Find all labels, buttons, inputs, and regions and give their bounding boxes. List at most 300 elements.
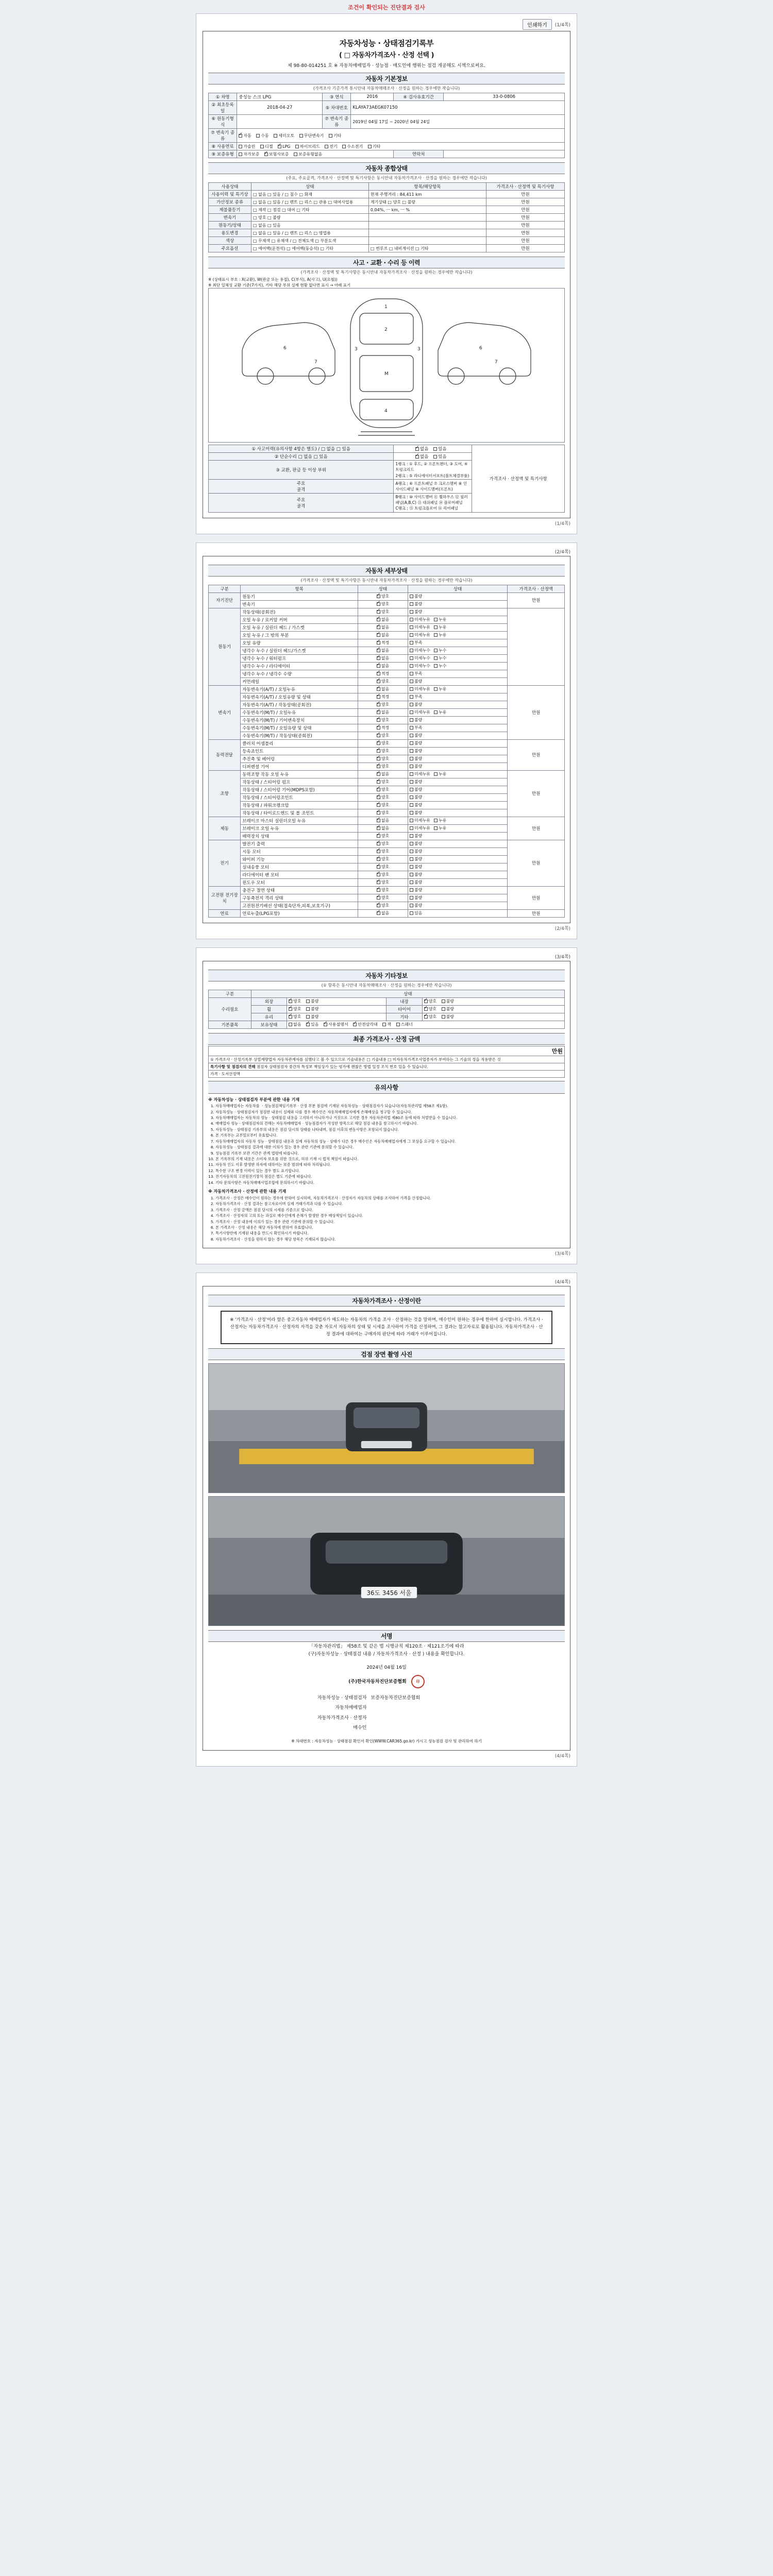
detail-state-primary[interactable]: ✓ 양호 (358, 840, 408, 848)
opt-wheel-bad[interactable]: 불량 (306, 1006, 318, 1012)
opt-transmission-auto[interactable]: ✓자동 (239, 133, 251, 139)
detail-state-primary[interactable]: ✓ 양호 (358, 871, 408, 878)
notice-item: 3. 가격조사 · 산정 금액은 점검 당시의 시세를 기준으로 합니다. (215, 1208, 565, 1213)
opts-wheel (287, 1005, 386, 1013)
detail-state-primary[interactable]: ✓ 적정 (358, 693, 408, 701)
detail-state-secondary[interactable]: 불량 (408, 855, 507, 863)
detail-item: 오일 누유 / 로커암 커버 (241, 616, 358, 623)
sign-label-dealer: 자동차매매업자 (335, 1705, 367, 1711)
label-contact: 연락처 (394, 150, 444, 158)
row-note: 만원 (486, 237, 564, 245)
opt-fuel-etc[interactable]: 기타 (368, 144, 380, 149)
detail-state-secondary[interactable]: 불량 (408, 840, 507, 848)
notice-item: 13. 전기자동차의 고전원전기장치 점검은 별도 기준에 따릅니다. (215, 1174, 565, 1179)
detail-state-secondary[interactable]: 미세누유 누유 (408, 770, 507, 778)
document-body-4 (203, 1286, 570, 1751)
legend-frame-a: A랭크 : ⑥ 프론트패널 ⑦ 크로스멤버 ⑧ 인사이드패널 ⑨ 사이드멤버(프론트) (394, 479, 472, 493)
row-note: 만원 (486, 229, 564, 237)
detail-item: 등속죠인트 (241, 747, 358, 755)
row-state: □ 제작 □ 점검 □ 대여 □ 기타 (251, 206, 368, 214)
detail-state-secondary[interactable]: 불량 (408, 608, 507, 616)
inspector-opinion (209, 1063, 565, 1070)
row-label: 용도변경 (209, 229, 251, 237)
detail-state-primary[interactable]: ✓ 양호 (358, 677, 408, 685)
detail-state-secondary[interactable]: 불량 (408, 809, 507, 817)
row-items (368, 229, 486, 237)
col-state-b: 상태 (408, 585, 507, 592)
notice-list-2 (215, 1196, 565, 1243)
detail-state-primary[interactable]: ✓ 없음 (358, 654, 408, 662)
price-definition-box: ※ '가격조사 · 산정'이라 함은 중고자동차 매매업자가 매도하는 자동차의 가격을 조사 · 산정하는 것을 말하며, 매수인이 원하는 경우에 한하여 실시합니다. 가격조사 · 산정자는 자동차가격조사 · 산정자의 자격을 갖춘 자로서 자동차의 상태 및 시세를 조사하여 가격을 산정하며, 그 결과는 참고자료로 활용됩니다. 자동차가격조사 · 산정 결과에 대하여는 구매자의 판단에 따라 거래가 이루어집니다. (221, 1311, 552, 1344)
detail-state-secondary[interactable]: 미세누유 누유 (408, 824, 507, 832)
detail-state-primary[interactable]: ✓ 없음 (358, 708, 408, 716)
opt-glass-good[interactable]: ✓ 양호 (289, 1014, 301, 1020)
detail-state-primary[interactable]: ✓ 없음 (358, 770, 408, 778)
sub-label-interior: 내장 (386, 997, 422, 1005)
accident-q1-label: ① 사고이력(유의사항 4항은 별도) / □ 없음 □ 있음 (209, 445, 394, 453)
detail-state-secondary[interactable]: 불량 (408, 739, 507, 747)
detail-category: 연료 (209, 909, 241, 917)
opt-etc-bad[interactable]: 불량 (442, 1014, 454, 1020)
detail-item: 원동기 (241, 592, 358, 600)
detail-state-primary[interactable]: ✓ 적정 (358, 724, 408, 732)
detail-state-secondary[interactable]: 불량 (408, 878, 507, 886)
row-note: 만원 (486, 245, 564, 252)
detail-state-primary[interactable]: ✓ 양호 (358, 894, 408, 902)
detail-state-secondary[interactable]: 불량 (408, 778, 507, 786)
inspector-opinion-text: 점검자 상태점검자 중간차 특성보 책임상가 있는 평가에 괜찮은 방법 일정 조치 번호 있을 수 있습니다. (256, 1064, 428, 1069)
notice-item: 10. 본 기록부의 기재 내용은 소비자 보호를 위한 것으로, 허위 기재 시 법적 책임이 따릅니다. (215, 1157, 565, 1162)
opt-fuel-hybrid[interactable]: 하이브리드 (295, 144, 320, 149)
section-detail-title: 자동차 세부상태 (208, 565, 565, 577)
detail-state-secondary[interactable]: 부족 (408, 639, 507, 647)
sign-label-appraiser: 자동차가격조사 · 산정자 (317, 1715, 367, 1721)
detail-state-secondary[interactable]: 부족 (408, 670, 507, 677)
detail-state-secondary[interactable]: 미세누수 누수 (408, 662, 507, 670)
sign-value-appraiser (368, 1714, 565, 1723)
detail-item: 시동 모터 (241, 848, 358, 855)
detail-price-note: 만원 (508, 840, 565, 886)
opt-items-triangle[interactable]: ✓ 안전삼각대 (353, 1022, 378, 1027)
detail-item: 동력조향 작동 오일 누유 (241, 770, 358, 778)
table-row (209, 245, 565, 252)
detail-state-secondary[interactable]: 불량 (408, 848, 507, 855)
svg-text:7: 7 (495, 360, 498, 365)
print-row (203, 19, 570, 30)
detail-price-note: 만원 (508, 685, 565, 739)
detail-state-primary[interactable]: ✓ 양호 (358, 832, 408, 840)
value-car-name: 중성능 스크 LPG (237, 93, 323, 101)
notice-item: 5. 자동차성능 · 상태점검 기록부의 내용은 점검 당시의 상태를 나타내며, 점검 이후의 변동사항은 포함되지 않습니다. (215, 1127, 565, 1132)
section-other-title: 자동차 기타정보 (208, 970, 565, 981)
table-row (208, 1714, 565, 1723)
sign-value-dealer (368, 1703, 565, 1713)
detail-state-secondary[interactable]: 불량 (408, 592, 507, 600)
opt-interior-bad[interactable]: 불량 (442, 998, 454, 1004)
section-other-note: (① 항목은 동시안내 자동차매매조사 · 산정을 원하는 경우에만 작습니다) (321, 982, 452, 988)
opt-exterior-bad[interactable]: 불량 (306, 998, 318, 1004)
print-button[interactable]: 인쇄하기 (523, 19, 552, 30)
detail-category: 동력전달 (209, 739, 241, 770)
col-other-label: 구분 (209, 990, 251, 997)
detail-category: 제동 (209, 817, 241, 840)
detail-item: 냉각수 누수 / 워터펌프 (241, 654, 358, 662)
opt-items-none[interactable]: 없음 (289, 1022, 301, 1027)
notice-item: 5. 가격조사 · 산정 내용에 이의가 있는 경우 관련 기관에 문의할 수 있습니다. (215, 1219, 565, 1225)
company-stamp-icon: 印 (411, 1675, 425, 1688)
detail-item: 냉각수 누수 / 라디에이터 (241, 662, 358, 670)
table-row (208, 1703, 565, 1713)
overall-state-table (208, 182, 565, 252)
notice-item: 3. 자동차매매업자는 자동차의 성능 · 상태점검 내용을 고지하지 아니하거나 거짓으로 고지한 경우 자동차관리법 제80조 등에 따라 처벌받을 수 있습니다. (215, 1115, 565, 1121)
detail-state-primary[interactable]: ✓ 적정 (358, 670, 408, 677)
opt-tire-bad[interactable]: 불량 (442, 1006, 454, 1012)
value-engine-type (237, 115, 323, 129)
notice-item: 4. 매매업자 성능 · 상태점검자의 견해는 자동차매매업자 · 성능점검자가 작성한 항목으로 해당 점검 내용을 참고하시기 바랍니다. (215, 1121, 565, 1126)
detail-price-note: 만원 (508, 817, 565, 840)
detail-state-primary[interactable]: ✓ 없음 (358, 623, 408, 631)
page-footer-1: (1/4쪽) (554, 521, 570, 527)
section-price-definition-title: 자동차가격조사 · 산정이란 (208, 1295, 565, 1307)
car-diagram (208, 288, 565, 443)
detail-state-primary[interactable]: ✓ 적정 (358, 639, 408, 647)
detail-state-secondary[interactable]: 불량 (408, 732, 507, 739)
detail-state-secondary[interactable]: 미세누유 누유 (408, 616, 507, 623)
detail-item: 추진축 및 베어링 (241, 755, 358, 762)
table-row (208, 1693, 565, 1703)
detail-item: 오일 유량 (241, 639, 358, 647)
opt-fuel-hydrogen[interactable]: 수소전기 (342, 144, 363, 149)
row-state: □ 없음 □ 있음 / □ 렌트 □ 리스 □ 영업용 (251, 229, 368, 237)
detail-state-primary[interactable]: ✓ 양호 (358, 716, 408, 724)
opt-transmission-etc[interactable]: 기타 (329, 133, 341, 139)
detail-price-note: 만원 (508, 770, 565, 817)
row-items (368, 214, 486, 222)
opt-warranty-insurer[interactable]: ✓ 보험사보증 (264, 151, 289, 157)
table-row (209, 608, 565, 616)
opt-transmission-manual[interactable]: 수동 (256, 133, 268, 139)
document-body-3 (203, 961, 570, 1249)
print-row-2 (203, 548, 570, 555)
detail-item: 충전구 절연 상태 (241, 886, 358, 894)
detail-state-secondary[interactable]: 불량 (408, 793, 507, 801)
sub-label-tire: 타이어 (386, 1005, 422, 1013)
value-inspection-valid: 33-0-0806 (444, 93, 565, 101)
page-footer-4: (4/4쪽) (554, 1753, 570, 1759)
detail-state-secondary[interactable]: 불량 (408, 755, 507, 762)
notice-item: 8. 자동차가격조사 · 산정을 원하지 않는 경우 해당 항목은 기재되지 않습니다. (215, 1237, 565, 1242)
opt-interior-good[interactable]: ✓ 양호 (424, 998, 436, 1004)
value-transmission-options (237, 129, 565, 143)
section-overall-note: (주요, 주요골격, 가격조사 · 산정액 및 특기사항은 동시안내 자동차가격조사 · 산정을 원하는 경우에만 작습니다) (286, 176, 487, 180)
detail-state-secondary[interactable]: 불량 (408, 786, 507, 793)
signature-law-line-2: (구)자동차성능 · 상태점검 내용 / 자동차가격조사 · 산정 ) 내용을 확인합니다. (308, 1652, 465, 1657)
opts-etc (422, 1013, 564, 1021)
detail-item: 오일 누유 / 실린더 헤드 / 가스켓 (241, 623, 358, 631)
opt-fuel-electric[interactable]: 전기 (325, 144, 337, 149)
detail-state-primary[interactable]: ✓ 양호 (358, 848, 408, 855)
label-transmission-type: ⑦ 변속기 종류 (209, 129, 237, 143)
detail-item: 작동상태 / 스티어링조인트 (241, 793, 358, 801)
detail-state-secondary[interactable]: 미세누유 누유 (408, 817, 507, 824)
detail-state-primary[interactable]: ✓ 양호 (358, 863, 408, 871)
opt-warranty-none[interactable]: 보증유형없음 (294, 151, 322, 157)
detail-category: 원동기 (209, 608, 241, 685)
detail-state-primary[interactable]: ✓ 없음 (358, 647, 408, 654)
detail-state-secondary[interactable]: 미세누유 누유 (408, 685, 507, 693)
accident-price-note: 가격조사 · 산정액 및 특기사항 (472, 445, 565, 513)
notice-section-1-title: ※ 자동차성능 · 상태점검자 부분에 관한 내용 기재 (208, 1097, 300, 1102)
row-state: □ 없음 □ 있음 (251, 222, 368, 229)
detail-item: 냉각수 누수 / 실린더 헤드/가스켓 (241, 647, 358, 654)
opt-warranty-self[interactable]: 자가보증 (239, 151, 259, 157)
detail-state-primary[interactable]: ✓ 양호 (358, 600, 408, 608)
col-state-a: 상태 (358, 585, 408, 592)
detail-state-primary[interactable]: ✓ 양호 (358, 762, 408, 770)
detail-state-secondary[interactable]: 불량 (408, 871, 507, 878)
detail-state-secondary[interactable]: 불량 (408, 716, 507, 724)
page-footer-2: (2/4쪽) (554, 926, 570, 931)
detail-state-secondary[interactable]: 불량 (408, 600, 507, 608)
table-row (209, 770, 565, 778)
detail-state-primary[interactable]: ✓ 양호 (358, 855, 408, 863)
basic-info-table (208, 93, 565, 158)
detail-item: 고전원전기배선 상태(접속단자,피복,보호기구) (241, 902, 358, 909)
opt-accident-yes[interactable]: 있음 (433, 446, 446, 452)
detail-state-secondary[interactable]: 미세누유 누유 (408, 631, 507, 639)
table-row (208, 1723, 565, 1733)
detail-state-primary[interactable]: ✓ 양호 (358, 592, 408, 600)
row-state: □ 없음 □ 있음 / □ 렌트 □ 리스 □ 관용 □ 대여사업용 (251, 198, 368, 206)
detail-item: 라디에이터 팬 모터 (241, 871, 358, 878)
label-engine-type: ⑥ 원동기형식 (209, 115, 237, 129)
detail-state-secondary[interactable]: 미세누수 누수 (408, 647, 507, 654)
detail-state-primary[interactable]: ✓ 양호 (358, 778, 408, 786)
document-number-line: 제 98-80-014251 호 ※ 자동차매매업자 · 성능점 · 매도인에 행위는 점검 개공해도 시책으로써요. (288, 63, 485, 69)
detail-item: 수동변속기(M/T) / 기어변속장치 (241, 716, 358, 724)
value-warranty-options (237, 150, 394, 158)
accident-q1-options (394, 445, 472, 453)
row-note: 만원 (486, 191, 564, 198)
opt-items-yes[interactable]: ✓ 있음 (306, 1022, 318, 1027)
detail-state-primary[interactable]: ✓ 양호 (358, 739, 408, 747)
table-row (209, 886, 565, 894)
detail-category: 변속기 (209, 685, 241, 739)
opt-wheel-good[interactable]: ✓ 양호 (289, 1006, 301, 1012)
opt-items-jack[interactable]: 잭 (382, 1022, 391, 1027)
svg-text:1: 1 (384, 304, 388, 310)
accident-bullet-2: ※ 최단 일체성 교환 기준(7가지), 기타 해당 부위 실제 현황 없다면 표시 → 아래 표기 (208, 283, 351, 287)
opt-transmission-semi[interactable]: 세미오토 (274, 133, 294, 139)
detail-state-primary[interactable]: ✓ 없음 (358, 631, 408, 639)
detail-item: 작동상태 / 파워크랭크암 (241, 801, 358, 809)
detail-state-secondary[interactable]: 불량 (408, 886, 507, 894)
detail-state-secondary[interactable]: 불량 (408, 747, 507, 755)
detail-category: 전기 (209, 840, 241, 886)
detail-state-primary[interactable]: ✓ 없음 (358, 909, 408, 917)
opt-fuel-diesel[interactable]: 디젤 (260, 144, 273, 149)
detail-state-secondary[interactable]: 불량 (408, 701, 507, 708)
row-items (368, 222, 486, 229)
label-transmission: ⑦ 변속기 종류 (323, 115, 351, 129)
detail-state-primary[interactable]: ✓ 없음 (358, 616, 408, 623)
row-label: 변속기 (209, 214, 251, 222)
detail-state-primary[interactable]: ✓ 양호 (358, 755, 408, 762)
section-overall-title: 자동차 종합상태 (208, 162, 565, 174)
detail-state-secondary[interactable]: 불량 (408, 832, 507, 840)
notice-item: 9. 성능점검 기록부 보관 기간은 관계 법령에 따릅니다. (215, 1151, 565, 1156)
value-inspection-period: 2019년 04월 17일 ~ 2020년 04월 24일 (351, 115, 565, 129)
detail-item: 자동변속기(A/T) / 오일유량 및 상태 (241, 693, 358, 701)
detail-state-primary[interactable]: ✓ 없음 (358, 824, 408, 832)
section-photos-title: 검점 장면 촬영 사진 (208, 1348, 565, 1360)
detail-state-secondary[interactable]: 불량 (408, 902, 507, 909)
table-row (209, 198, 565, 206)
value-vin: KLAYA73AEGK07150 (351, 101, 565, 115)
detail-item: 실내송풍 모터 (241, 863, 358, 871)
detail-state-primary[interactable]: ✓ 양호 (358, 608, 408, 616)
inspection-photo-1 (209, 1364, 564, 1493)
col-state: 상태 (251, 183, 368, 191)
detail-state-primary[interactable]: ✓ 양호 (358, 793, 408, 801)
detail-state-primary[interactable]: ✓ 양호 (358, 732, 408, 739)
detail-item: 클러치 어셈블리 (241, 739, 358, 747)
accident-q2-options (394, 453, 472, 461)
opt-simple-none[interactable]: ✓ 없음 (415, 453, 428, 460)
notice-item: 2. 자동차성능 · 상태점검자가 점검한 내용이 실제와 다를 경우 매수인은 자동차매매업자에게 손해배상을 청구할 수 있습니다. (215, 1110, 565, 1115)
notice-item: 7. 특기사항란에 기재된 내용을 반드시 확인하시기 바랍니다. (215, 1231, 565, 1236)
col-item: 항목 (241, 585, 358, 592)
sub-label-etc: 기타 (386, 1013, 422, 1021)
detail-state-secondary[interactable]: 불량 (408, 894, 507, 902)
opt-items-spanner[interactable]: 스패너 (396, 1022, 413, 1027)
label-basic-items: 기본품목 (209, 1021, 251, 1028)
detail-state-primary[interactable]: ✓ 양호 (358, 878, 408, 886)
opt-exterior-good[interactable]: ✓ 양호 (289, 998, 301, 1004)
detail-state-secondary[interactable]: 미세누유 누유 (408, 623, 507, 631)
opt-fuel-lpg[interactable]: ✓ LPG (278, 144, 290, 149)
legend-frame-label: 주요 골격 (209, 479, 394, 493)
detail-state-secondary[interactable]: 있음 (408, 909, 507, 917)
signature-date: 2024년 04월 16일 (366, 1665, 407, 1670)
detail-item: 수동변속기(M/T) / 오일누유 (241, 708, 358, 716)
svg-text:7: 7 (314, 360, 317, 365)
accident-q2-label: ② 단순수리 □ 없음 □ 있음 (209, 453, 394, 461)
opt-simple-yes[interactable]: 있음 (433, 453, 446, 460)
car-diagram-svg (222, 289, 551, 441)
row-note: 만원 (486, 222, 564, 229)
detail-state-secondary[interactable]: 미세누수 누수 (408, 654, 507, 662)
detail-state-primary[interactable]: ✓ 양호 (358, 701, 408, 708)
row-label: 원동기/상태 (209, 222, 251, 229)
detail-state-secondary[interactable]: 부족 (408, 724, 507, 732)
detail-item: 브레이크 오일 누유 (241, 824, 358, 832)
detail-state-primary[interactable]: ✓ 없음 (358, 662, 408, 670)
detail-item: 변속기 (241, 600, 358, 608)
row-items (368, 237, 486, 245)
opts-glass (287, 1013, 386, 1021)
detail-state-primary[interactable]: ✓ 양호 (358, 809, 408, 817)
notice-item: 14. 기타 문의사항은 자동차매매사업조합에 문의하시기 바랍니다. (215, 1180, 565, 1185)
detail-state-secondary[interactable]: 부족 (408, 693, 507, 701)
notice-item: 4. 가격조사 · 산정자의 고의 또는 과실로 매수인에게 손해가 발생한 경우 배상책임이 있습니다. (215, 1213, 565, 1218)
detail-state-secondary[interactable]: 불량 (408, 863, 507, 871)
sub-label-wheel: 휠 (251, 1005, 287, 1013)
page-footer-3: (3/4쪽) (554, 1251, 570, 1257)
value-year: 2016 (351, 93, 394, 101)
label-year: ③ 연식 (323, 93, 351, 101)
detail-state-secondary[interactable]: 미세누유 누유 (408, 708, 507, 716)
svg-text:6: 6 (283, 346, 287, 351)
opts-exterior (287, 997, 386, 1005)
svg-text:M: M (384, 371, 389, 377)
section-basic-info-note: (가격조사 기준가격 통시안내 자동차매매조사 · 산정을 원하는 경우에만 작습니다) (313, 86, 460, 91)
notice-item: 2. 자동차가격조사 · 산정 결과는 참고자료이며 실제 거래가격과 다를 수 있습니다. (215, 1201, 565, 1207)
opt-items-manual[interactable]: ✓ 사용설명서 (324, 1022, 348, 1027)
opts-tire (422, 1005, 564, 1013)
svg-text:6: 6 (479, 346, 482, 351)
detail-state-secondary[interactable]: 불량 (408, 677, 507, 685)
detail-state-primary[interactable]: ✓ 없음 (358, 685, 408, 693)
opt-etc-good[interactable]: ✓ 양호 (424, 1014, 436, 1020)
detail-state-primary[interactable]: ✓ 양호 (358, 747, 408, 755)
detail-state-primary[interactable]: ✓ 없음 (358, 817, 408, 824)
sign-value-inspector: 보증자동차진단보증협회 (371, 1695, 421, 1701)
label-car-name: ① 차명 (209, 93, 237, 101)
print-row-4 (203, 1278, 570, 1285)
notice-title: 유의사항 (208, 1081, 565, 1094)
table-row (209, 592, 565, 600)
section-accident-note: (가격조사 · 산정액 및 특기사항은 동시안내 자동차가격조사 · 산정을 원하는 경우에만 작습니다) (300, 270, 473, 275)
notice-item: 1. 가격조사 · 산정은 매수인이 원하는 경우에 한하여 실시하며, 자동차가격조사 · 산정자가 자동차의 상태를 조사하여 가격을 산정합니다. (215, 1196, 565, 1201)
sign-value-buyer (368, 1723, 565, 1733)
detail-state-primary[interactable]: ✓ 양호 (358, 886, 408, 894)
opt-accident-none[interactable]: ✓ 없음 (415, 446, 428, 452)
detail-item: 자동변속기(A/T) / 오일누유 (241, 685, 358, 693)
label-warranty: ⑨ 보증유형 (209, 150, 237, 158)
opt-fuel-gasoline[interactable]: 가솔린 (239, 144, 255, 149)
legend-outer-panel: 1랭크 : ① 후드, ② 프론트펜더, ③ 도어, ④ 트렁크리드 2랭크 : ⑤ 라디에이터서포트(볼트체결부품) (394, 461, 472, 480)
detail-state-secondary[interactable]: 불량 (408, 762, 507, 770)
notice-body (208, 1097, 565, 1243)
opt-glass-bad[interactable]: 불량 (306, 1014, 318, 1020)
table-row (209, 909, 565, 917)
row-note: 만원 (486, 214, 564, 222)
detail-state-secondary[interactable]: 불량 (408, 801, 507, 809)
detail-item: 구동축전지 격리 상태 (241, 894, 358, 902)
opt-transmission-cvt[interactable]: 무단변속기 (299, 133, 324, 139)
detail-item: 수동변속기(M/T) / 오일유량 및 상태 (241, 724, 358, 732)
sign-label-buyer: 매수인 (353, 1725, 367, 1731)
row-label: 제불품등기 (209, 206, 251, 214)
table-row (209, 1021, 565, 1028)
svg-text:2: 2 (384, 327, 388, 332)
detail-state-primary[interactable]: ✓ 양호 (358, 786, 408, 793)
page-indicator-1: (1/4쪽) (554, 23, 570, 28)
sheet-page-3 (196, 947, 577, 1265)
value-contact (444, 150, 565, 158)
detail-state-primary[interactable]: ✓ 양호 (358, 801, 408, 809)
table-row (209, 222, 565, 229)
table-row (209, 206, 565, 214)
opt-tire-good[interactable]: ✓ 양호 (424, 1006, 436, 1012)
row-state: □ 없음 □ 있음 / □ 침수 □ 화재 (251, 191, 368, 198)
detail-category: 자기진단 (209, 592, 241, 608)
detail-item: 와이퍼 기능 (241, 855, 358, 863)
row-label: 색상 (209, 237, 251, 245)
col-price-note: 가격조사 · 산정액 및 특기사항 (486, 183, 564, 191)
detail-state-primary[interactable]: ✓ 양호 (358, 902, 408, 909)
